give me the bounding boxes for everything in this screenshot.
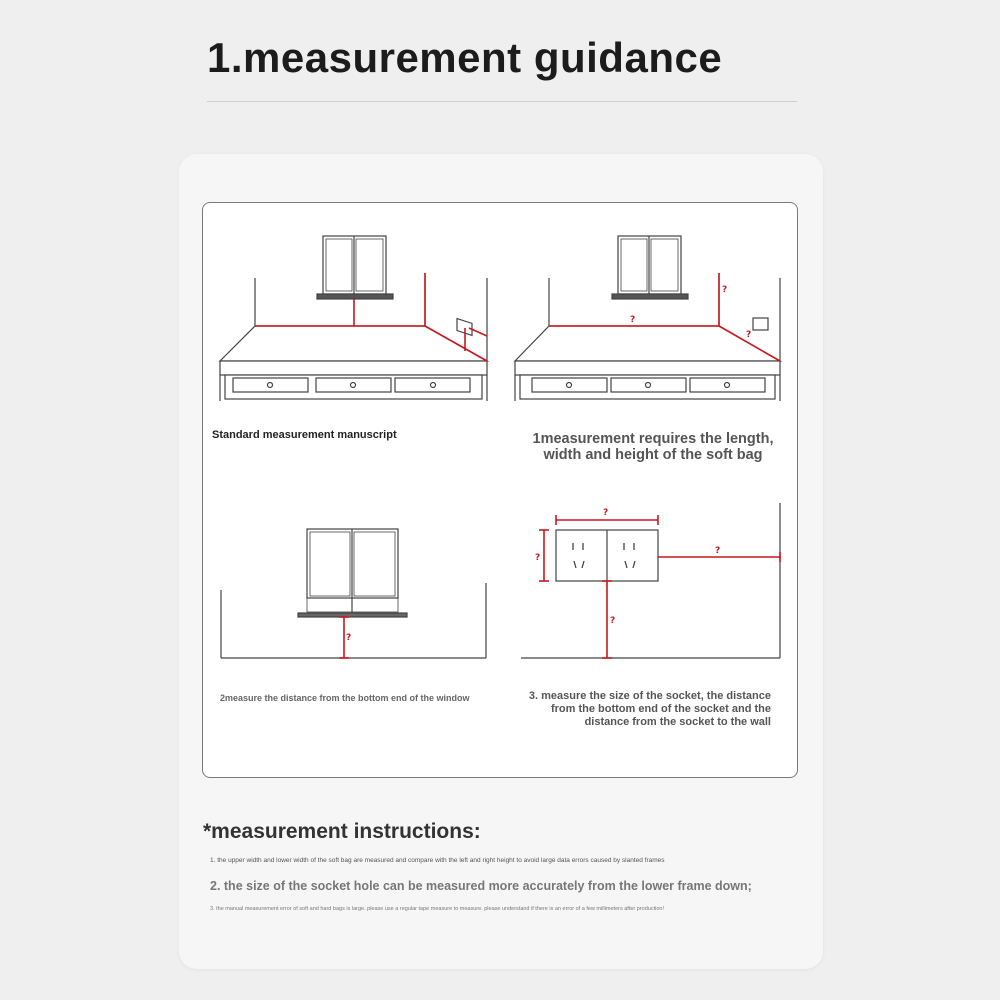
diagram-dimensions [515,236,780,401]
length-unknown-marker: ? [630,315,636,325]
socket-floor-unknown-marker: ? [610,616,616,626]
socket-height-unknown-marker: ? [535,553,541,563]
socket-wall-unknown-marker: ? [715,546,721,556]
caption-window-distance: 2measure the distance from the bottom end of the window [220,693,470,703]
diagram-panel [202,202,798,778]
socket-icon [753,318,768,330]
title-divider [207,101,797,102]
diagram-socket [521,503,780,658]
height-unknown-marker: ? [722,285,728,295]
instruction-item-3: 3. the manual measurement error of soft and hard bags is large. please use a regular tape measure to measure. please understand if there is an error of a few millimeters after production! [210,906,664,912]
instruction-item-2: 2. the size of the socket hole can be measured more accurately from the lower frame down; [210,879,752,893]
diagram-window-distance [221,529,486,658]
instruction-item-1: 1. the upper width and lower width of the soft bag are measured and compare with the left and right height to avoid large data errors caused by slanted frames [210,857,665,864]
window-distance-unknown-marker: ? [346,633,352,643]
caption-length-width-height: 1measurement requires the length, width and height of the soft bag [532,431,774,463]
socket-width-unknown-marker: ? [603,508,609,518]
page-title: 1.measurement guidance [207,34,723,81]
caption-standard: Standard measurement manuscript [212,429,397,441]
instructions-heading: *measurement instructions: [203,820,481,843]
width-unknown-marker: ? [746,330,752,340]
caption-socket: 3. measure the size of the socket, the distance from the bottom end of the socket and the distance from the socket to the wall [528,690,771,728]
